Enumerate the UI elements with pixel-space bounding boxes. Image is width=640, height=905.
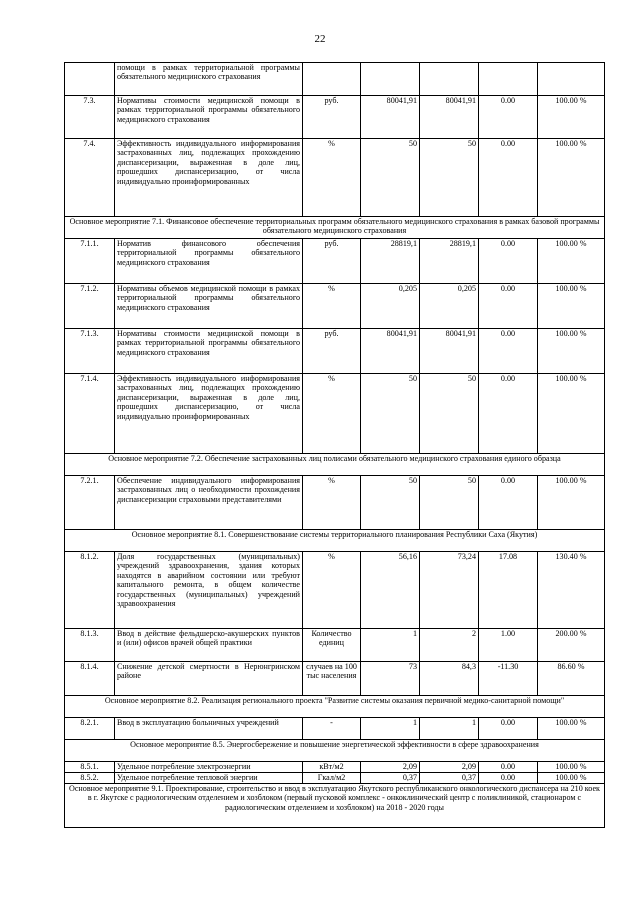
unit-of-measure: руб. xyxy=(303,239,361,284)
deviation-value: 0.00 xyxy=(479,329,538,374)
deviation-value: 0.00 xyxy=(479,773,538,784)
section-title: Основное мероприятие 8.2. Реализация регионального проекта "Развитие системы оказания первичной медико-санитарной помощи" xyxy=(65,696,605,718)
deviation-value: -11.30 xyxy=(479,662,538,696)
deviation-value: 0.00 xyxy=(479,284,538,329)
table-row xyxy=(65,96,605,139)
unit-of-measure: % xyxy=(303,476,361,530)
planned-value: 0,37 xyxy=(361,773,420,784)
table-row xyxy=(65,476,605,530)
section-title: Основное мероприятие 8.1. Совершенствование системы территориального планирования Республики Саха (Якутия) xyxy=(65,530,605,552)
indicator-name: Снижение детской смертности в Нерюнгринском районе xyxy=(115,662,303,696)
indicator-name: Нормативы объемов медицинской помощи в рамках территориальной программы обязательного медицинского страхования xyxy=(115,284,303,329)
section-title: Основное мероприятие 7.2. Обеспечение застрахованных лиц полисами обязательного медицинского страхования единого образца xyxy=(65,454,605,476)
planned-value: 50 xyxy=(361,139,420,217)
table-row xyxy=(65,329,605,374)
indicator-name: Нормативы стоимости медицинской помощи в рамках территориальной программы обязательного медицинского страхования xyxy=(115,96,303,139)
unit-of-measure: % xyxy=(303,552,361,629)
deviation-value: 0.00 xyxy=(479,476,538,530)
indicator-number: 8.2.1. xyxy=(65,718,115,740)
actual-value: 2 xyxy=(420,629,479,662)
actual-value: 2,09 xyxy=(420,762,479,773)
completion-percent: 130.40 % xyxy=(538,552,605,629)
planned-value: 1 xyxy=(361,718,420,740)
indicator-name: Обеспечение индивидуального информирования застрахованных лиц о необходимости прохождения диспансеризации страховыми представителями xyxy=(115,476,303,530)
section-header-row xyxy=(65,784,605,828)
unit-of-measure xyxy=(303,63,361,96)
indicator-number: 8.5.1. xyxy=(65,762,115,773)
planned-value: 28819,1 xyxy=(361,239,420,284)
indicator-number: 7.1.1. xyxy=(65,239,115,284)
indicator-name: Ввод в действие фельдшерско-акушерских пунктов и (или) офисов врачей общей практики xyxy=(115,629,303,662)
indicator-number: 7.4. xyxy=(65,139,115,217)
completion-percent: 100.00 % xyxy=(538,762,605,773)
section-header-row xyxy=(65,740,605,762)
indicator-number: 8.1.3. xyxy=(65,629,115,662)
indicator-name: Ввод в эксплуатацию больничных учреждений xyxy=(115,718,303,740)
table-row xyxy=(65,552,605,629)
unit-of-measure: % xyxy=(303,284,361,329)
indicators-table xyxy=(64,62,605,828)
indicator-number: 7.3. xyxy=(65,96,115,139)
indicator-number: 7.1.4. xyxy=(65,374,115,454)
table-row xyxy=(65,374,605,454)
deviation-value: 0.00 xyxy=(479,96,538,139)
planned-value: 50 xyxy=(361,476,420,530)
unit-of-measure: % xyxy=(303,374,361,454)
section-title: Основное мероприятие 8.5. Энергосбережение и повышение энергетической эффективности в сфере здравоохранения xyxy=(65,740,605,762)
table-row xyxy=(65,662,605,696)
unit-of-measure: руб. xyxy=(303,96,361,139)
section-title: Основное мероприятие 7.1. Финансовое обеспечение территориальных программ обязательного медицинского страхования в рамках базовой программы обязательного медицинского страхования xyxy=(65,217,605,239)
actual-value: 0,205 xyxy=(420,284,479,329)
section-header-row xyxy=(65,217,605,239)
actual-value: 84,3 xyxy=(420,662,479,696)
table-row xyxy=(65,629,605,662)
indicator-name: Удельное потребление тепловой энергии xyxy=(115,773,303,784)
indicator-number: 8.1.4. xyxy=(65,662,115,696)
planned-value: 80041,91 xyxy=(361,96,420,139)
indicator-number: 7.1.3. xyxy=(65,329,115,374)
deviation-value xyxy=(479,63,538,96)
planned-value: 0,205 xyxy=(361,284,420,329)
deviation-value: 17.08 xyxy=(479,552,538,629)
actual-value xyxy=(420,63,479,96)
unit-of-measure: % xyxy=(303,139,361,217)
completion-percent: 100.00 % xyxy=(538,239,605,284)
deviation-value: 1.00 xyxy=(479,629,538,662)
actual-value: 1 xyxy=(420,718,479,740)
table-row xyxy=(65,284,605,329)
table-row xyxy=(65,718,605,740)
unit-of-measure: Гкал/м2 xyxy=(303,773,361,784)
planned-value: 50 xyxy=(361,374,420,454)
actual-value: 50 xyxy=(420,374,479,454)
actual-value: 50 xyxy=(420,476,479,530)
indicator-number: 8.5.2. xyxy=(65,773,115,784)
indicator-name: помощи в рамках территориальной программы обязательного медицинского страхования xyxy=(115,63,303,96)
completion-percent: 100.00 % xyxy=(538,476,605,530)
section-title: Основное мероприятие 9.1. Проектирование, строительство и ввод в эксплуатацию Якутского республиканского онкологического диспансера на 210 коек в г. Якутске с радиологическим отделением и хозблоком (первый пусковой комплекс - онкоклинический центр с поликлиникой, стационаром с радиологическим отделением и хозблоком) на 2018 - 2020 годы xyxy=(65,784,605,828)
unit-of-measure: случаев на 100 тыс населения xyxy=(303,662,361,696)
completion-percent: 200.00 % xyxy=(538,629,605,662)
indicator-name: Эффективность индивидуального информирования застрахованных лиц, подлежащих прохождению диспансеризации, выраженная в доле лиц, прошедших диспансеризацию, от числа индивидуально проинформированных xyxy=(115,139,303,217)
planned-value: 73 xyxy=(361,662,420,696)
actual-value: 80041,91 xyxy=(420,329,479,374)
indicator-number xyxy=(65,63,115,96)
indicator-name: Доля государственных (муниципальных) учреждений здравоохранения, здания которых находятся в аварийном состоянии или требуют капитального ремонта, в общем количестве государственных (муниципальных) учреждений здравоохранения xyxy=(115,552,303,629)
unit-of-measure: руб. xyxy=(303,329,361,374)
completion-percent: 100.00 % xyxy=(538,329,605,374)
indicator-name: Удельное потребление электроэнергии xyxy=(115,762,303,773)
planned-value: 56,16 xyxy=(361,552,420,629)
section-header-row xyxy=(65,696,605,718)
actual-value: 0,37 xyxy=(420,773,479,784)
unit-of-measure: кВт/м2 xyxy=(303,762,361,773)
completion-percent: 100.00 % xyxy=(538,374,605,454)
completion-percent: 100.00 % xyxy=(538,96,605,139)
table-row xyxy=(65,63,605,96)
indicator-number: 7.2.1. xyxy=(65,476,115,530)
table-row xyxy=(65,773,605,784)
page-number: 22 xyxy=(314,33,326,45)
indicator-name: Норматив финансового обеспечения территориальной программы обязательного медицинского страхования xyxy=(115,239,303,284)
actual-value: 80041,91 xyxy=(420,96,479,139)
completion-percent: 100.00 % xyxy=(538,773,605,784)
indicator-number: 8.1.2. xyxy=(65,552,115,629)
unit-of-measure: Количество единиц xyxy=(303,629,361,662)
completion-percent: 86.60 % xyxy=(538,662,605,696)
table-row xyxy=(65,762,605,773)
section-header-row xyxy=(65,454,605,476)
completion-percent: 100.00 % xyxy=(538,718,605,740)
table-row xyxy=(65,139,605,217)
actual-value: 28819,1 xyxy=(420,239,479,284)
deviation-value: 0.00 xyxy=(479,139,538,217)
indicator-number: 7.1.2. xyxy=(65,284,115,329)
deviation-value: 0.00 xyxy=(479,374,538,454)
planned-value: 2,09 xyxy=(361,762,420,773)
planned-value: 80041,91 xyxy=(361,329,420,374)
planned-value: 1 xyxy=(361,629,420,662)
completion-percent: 100.00 % xyxy=(538,284,605,329)
completion-percent xyxy=(538,63,605,96)
planned-value xyxy=(361,63,420,96)
deviation-value: 0.00 xyxy=(479,239,538,284)
completion-percent: 100.00 % xyxy=(538,139,605,217)
actual-value: 73,24 xyxy=(420,552,479,629)
unit-of-measure: - xyxy=(303,718,361,740)
section-header-row xyxy=(65,530,605,552)
deviation-value: 0.00 xyxy=(479,762,538,773)
actual-value: 50 xyxy=(420,139,479,217)
deviation-value: 0.00 xyxy=(479,718,538,740)
indicator-name: Эффективность индивидуального информирования застрахованных лиц, подлежащих прохождению диспансеризации, выраженная в доле лиц, прошедших диспансеризацию, от числа индивидуально проинформированных xyxy=(115,374,303,454)
indicator-name: Нормативы стоимости медицинской помощи в рамках территориальной программы обязательного медицинского страхования xyxy=(115,329,303,374)
table-row xyxy=(65,239,605,284)
